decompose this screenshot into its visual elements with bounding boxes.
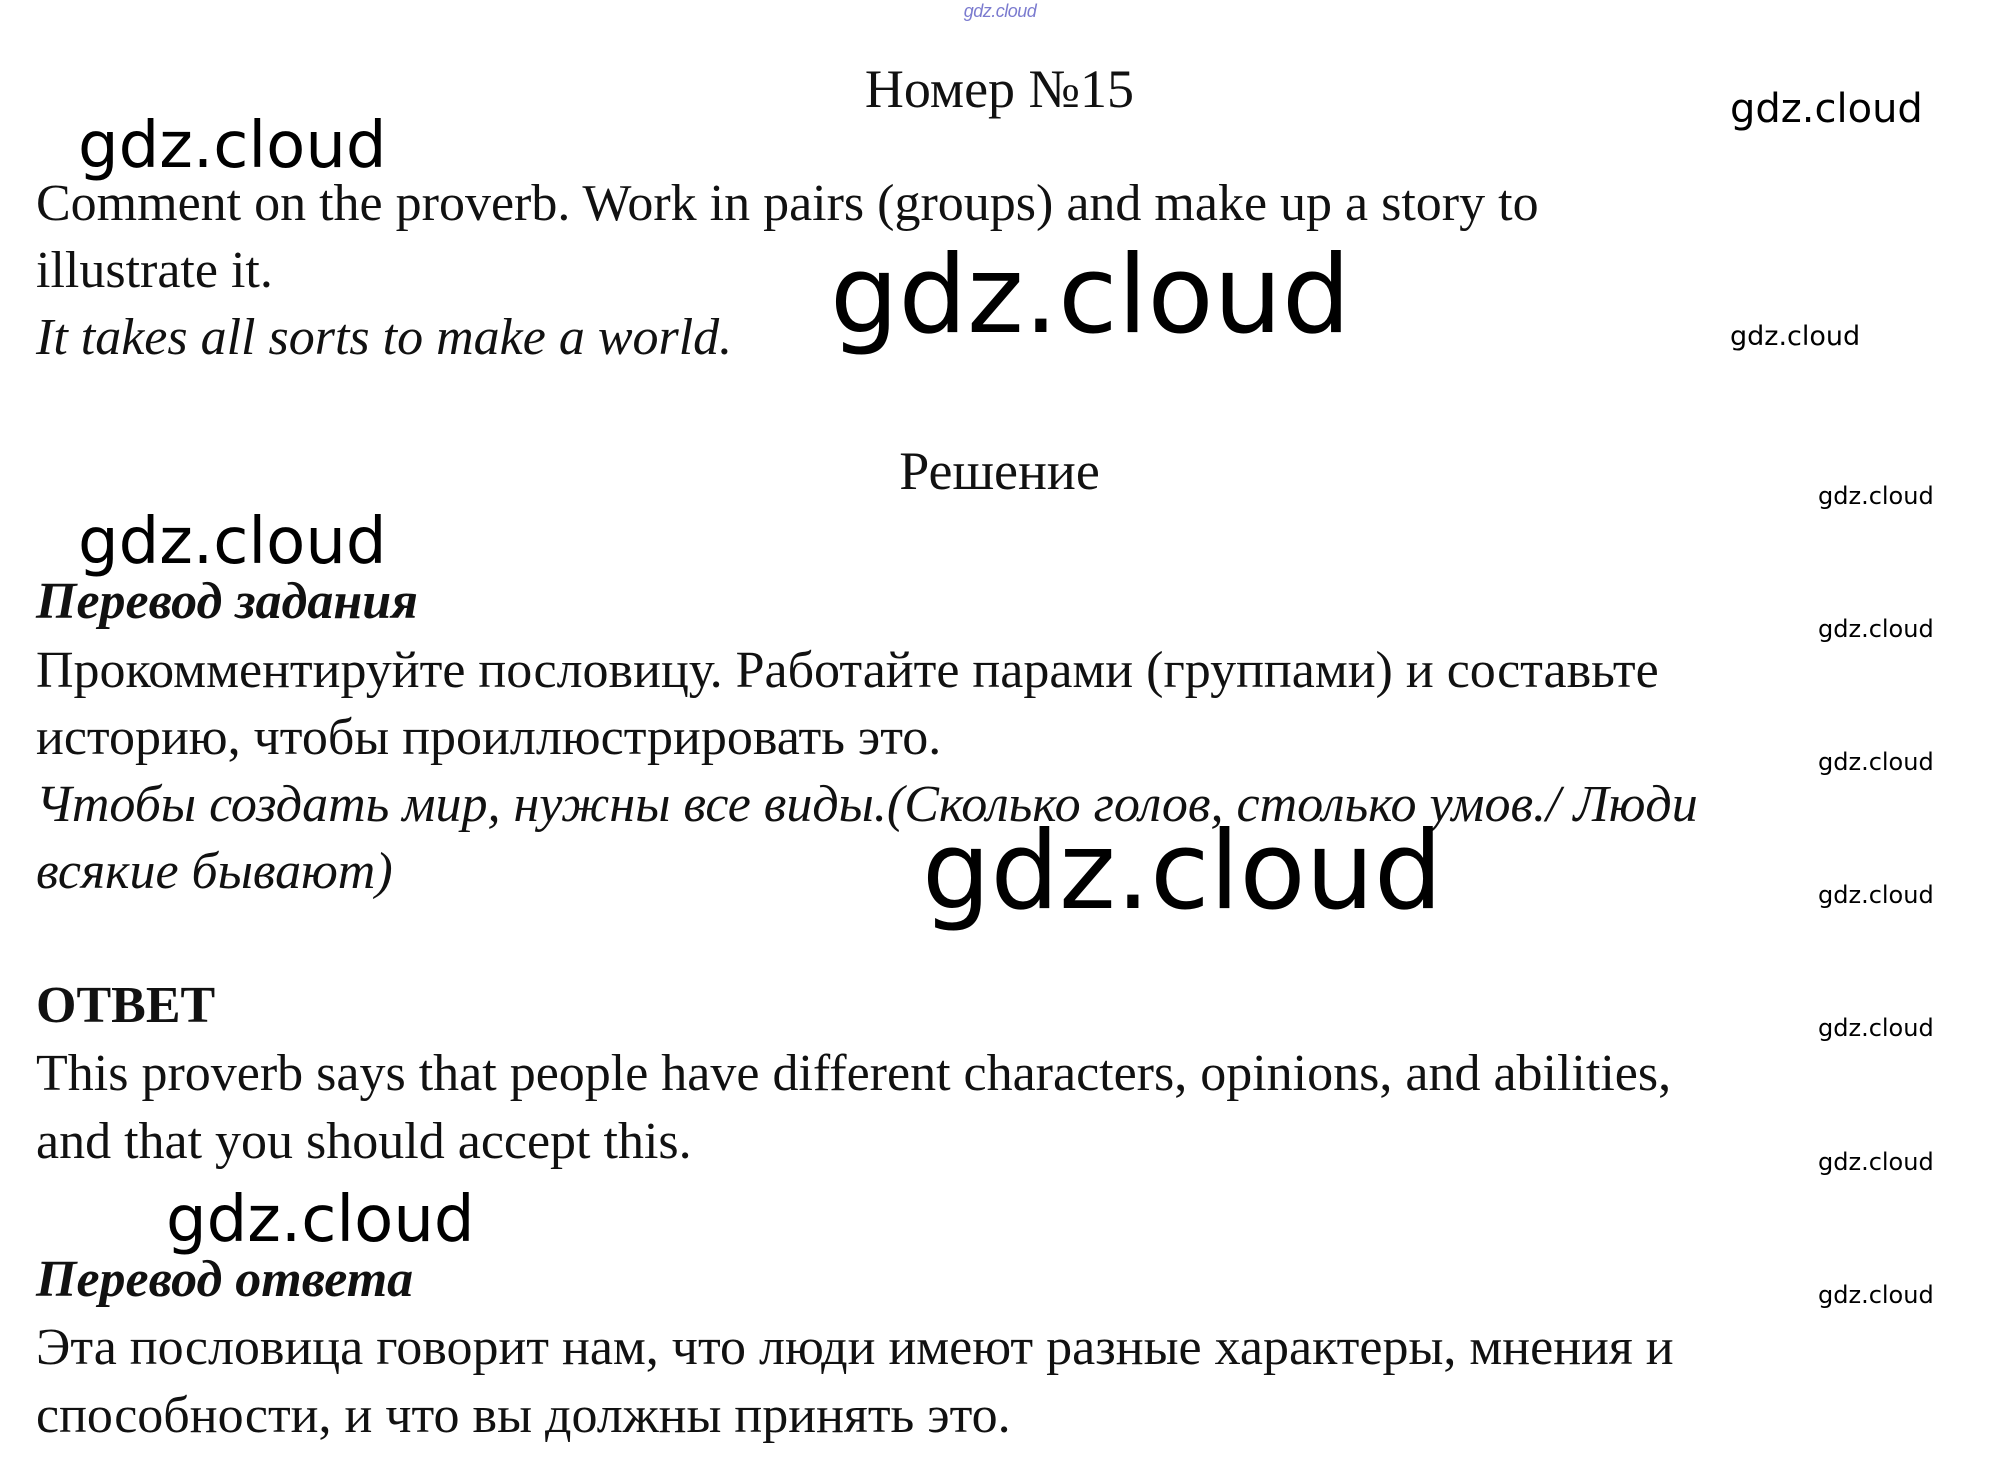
answer-translation-line-2: способности, и что вы должны принять это. — [36, 1387, 1011, 1444]
watermark-text: gdz.cloud — [1818, 1014, 1934, 1042]
watermark-text: gdz.cloud — [1818, 1281, 1934, 1309]
watermark-text: gdz.cloud — [1818, 748, 1934, 776]
proverb-translation-line-2: всякие бывают) — [36, 843, 393, 900]
proverb-text: It takes all sorts to make a world. — [36, 309, 733, 366]
answer-line-1: This proverb says that people have different characters, opinions, and abilities, — [36, 1045, 1672, 1102]
watermark-text: gdz.cloud — [1818, 1148, 1934, 1176]
watermark-text: gdz.cloud — [1818, 615, 1934, 643]
answer-translation-heading: Перевод ответа — [36, 1251, 414, 1308]
task-translation-line-1: Прокомментируйте пословицу. Работайте парами (группами) и составьте — [36, 642, 1659, 699]
task-translation-heading: Перевод задания — [36, 573, 418, 630]
watermark-text: gdz.cloud — [166, 1183, 475, 1257]
page-title: Номер №15 — [864, 59, 1135, 119]
solution-heading: Решение — [899, 441, 1100, 501]
answer-line-2: and that you should accept this. — [36, 1113, 692, 1170]
watermark-text: gdz.cloud — [1818, 881, 1934, 909]
task-text-line-2: illustrate it. — [36, 242, 273, 299]
watermark-text: gdz.cloud — [78, 505, 387, 579]
watermark-text: gdz.cloud — [1730, 321, 1861, 352]
task-translation-line-2: историю, чтобы проиллюстрировать это. — [36, 709, 942, 766]
watermark-text: gdz.cloud — [78, 109, 387, 183]
task-text-line-1: Comment on the proverb. Work in pairs (groups) and make up a story to — [36, 175, 1539, 232]
watermark-text: gdz.cloud — [1818, 482, 1934, 510]
answer-heading: ОТВЕТ — [36, 977, 216, 1034]
top-watermark: gdz.cloud — [963, 1, 1037, 21]
proverb-translation-line-1: Чтобы создать мир, нужны все виды.(Сколько голов, столько умов./ Люди — [36, 776, 1698, 833]
watermark-text: gdz.cloud — [830, 233, 1351, 358]
watermark-text: gdz.cloud — [922, 809, 1443, 934]
watermark-text: gdz.cloud — [1730, 86, 1923, 132]
answer-translation-line-1: Эта пословица говорит нам, что люди имеют разные характеры, мнения и — [36, 1319, 1674, 1376]
